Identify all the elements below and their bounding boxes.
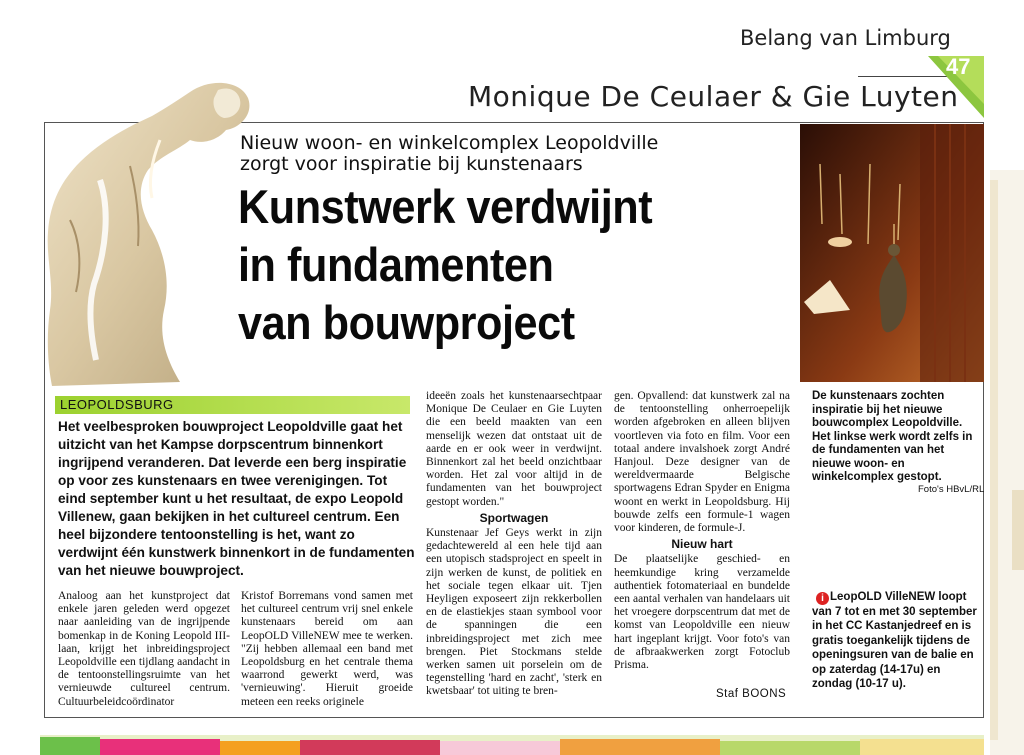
interhead-nieuw-hart: Nieuw hart <box>671 537 733 552</box>
byline: Staf BOONS <box>716 688 787 700</box>
info-box <box>812 590 980 692</box>
body-column-2: Kristof Borremans vond samen met het cultureel centrum vrij snel enkele kunstenaars bereid om aan LeopOLD VilleNEW mee te werken. "Zij hebben allemaal een band met Leopoldsburg en het centrale thema waarrond gewerkt werd, was 'vernieuwing'. Hieruit groeide meteen een reeks originele <box>241 590 413 708</box>
headline <box>238 178 762 352</box>
authors: Monique De Ceulaer & Gie Luyten <box>468 80 959 113</box>
subheadline-line: Nieuw woon- en winkelcomplex Leopoldville <box>240 132 659 154</box>
sculpture-image <box>40 70 255 390</box>
interhead-sportwagen: Sportwagen <box>479 510 549 525</box>
newspaper-name: Belang van Limburg <box>740 26 951 50</box>
body-paragraph: ideeën zoals het kunstenaarsechtpaar Monique De Ceulaer en Gie Luyten die een beeld maakten van een menselijk wezen dat ontstaat uit de aarde en er ook weer in verdwijnt. Binnenkort zal het beeld onzichtbaar worden. Het zal voor altijd in de fundamenten van het bouwproject gestopt worden." <box>426 390 602 508</box>
body-paragraph: De plaatselijke geschied- en heemkundige kring verzamelde authentiek fotomateriaal en bundelde een aantal verhalen van handelaars uit het vroegere dorpscentrum dat met de komst van Leopoldville een nieuw hart ingeplant krijgt. Voor foto's van de afbraakwerken zorgt Fotoclub Prisma. <box>614 553 790 672</box>
body-column-1: Analoog aan het kunstproject dat enkele jaren geleden werd opgezet naar aanleiding van de ingrijpende bomenkap in de Koning Leopold III-laan, krijgt het inbreidingsproject Leopoldville een tijdlang aandacht in de tentoonstellingsruimte van het vernieuwde cultureel centrum. Cultuurbeleidcoördinator <box>58 590 230 708</box>
headline-line: van bouwproject <box>238 296 575 349</box>
headline-line: in fundamenten <box>238 238 554 291</box>
info-text: LeopOLD VilleNEW loopt van 7 tot en met 30 september in het CC Kastanjedreef en is gratis toegankelijk tijdens de openingsuren van de balie en op zaterdag (14-17u) en zondag (10-17 u). <box>812 591 977 690</box>
photo-caption: De kunstenaars zochten inspiratie bij het nieuwe bouwcomplex Leopoldville. Het linkse werk wordt zelfs in de fundamenten van het nieuwe woon- en winkelcomplex gestopt. <box>812 390 973 483</box>
right-edge-strip <box>990 170 1024 755</box>
subheadline-line: zorgt voor inspiratie bij kunstenaars <box>240 153 583 175</box>
body-paragraph: gen. Opvallend: dat kunstwerk zal na de tentoonstelling onherroepelijk worden afgebroken en alleen blijven voortleven via foto en film. Voor een totaal andere invalshoek zorgt André Hanjoul. Deze designer van de wereldvermaarde Belgische sportwagens Edran Spyder en Enigma woont en werkt in Leopoldsburg. Hij bouwde zelfs een formule-1 wagen voor kinderen, de formule-J. <box>614 390 790 535</box>
kicker: LEOPOLDSBURG <box>60 397 174 412</box>
body-paragraph: Kunstenaar Jef Geys werkt in zijn gedachtewereld al een hele tijd aan een utopisch stadsproject en speelt in zijn werken de kunst, de politiek en het sociale tegen elkaar uit. Tjen Heyligen exposeert zijn rekkerbollen en de elastiekjes staan symbool voor de spanningen die een inbreidingsproject met zich mee brengen. Piet Stockmans stelde werken samen uit porselein om de tegenstelling 'hard en zacht', 'sterk en kwetsbaar' tot uiting te bren- <box>426 527 602 698</box>
exhibition-photo <box>800 124 984 382</box>
body-column-4 <box>614 390 790 672</box>
photo-credit: Foto's HBvL/RL <box>918 484 985 495</box>
info-icon: i <box>816 592 829 605</box>
subheadline <box>240 133 800 175</box>
lead-paragraph: Het veelbesproken bouwproject Leopoldville gaat het uitzicht van het Kampse dorpscentrum binnenkort ingrijpend veranderen. Dat leverde een berg inspiratie op voor zes kunstenaars en twee verenigingen. Tot eind september kunt u het resultaat, de expo Leopold Villenew, gaan bekijken in het cultureel centrum. Een heel bijzondere tentoonstelling is het, want zo verdwijnt één kunstwerk binnenkort in de fundamenten van het nieuwe bouwproject. <box>58 419 415 578</box>
headline-line: Kunstwerk verdwijnt <box>238 180 653 233</box>
page-number: 47 <box>946 54 971 79</box>
body-column-3 <box>426 390 602 699</box>
bottom-color-strip <box>40 735 984 755</box>
